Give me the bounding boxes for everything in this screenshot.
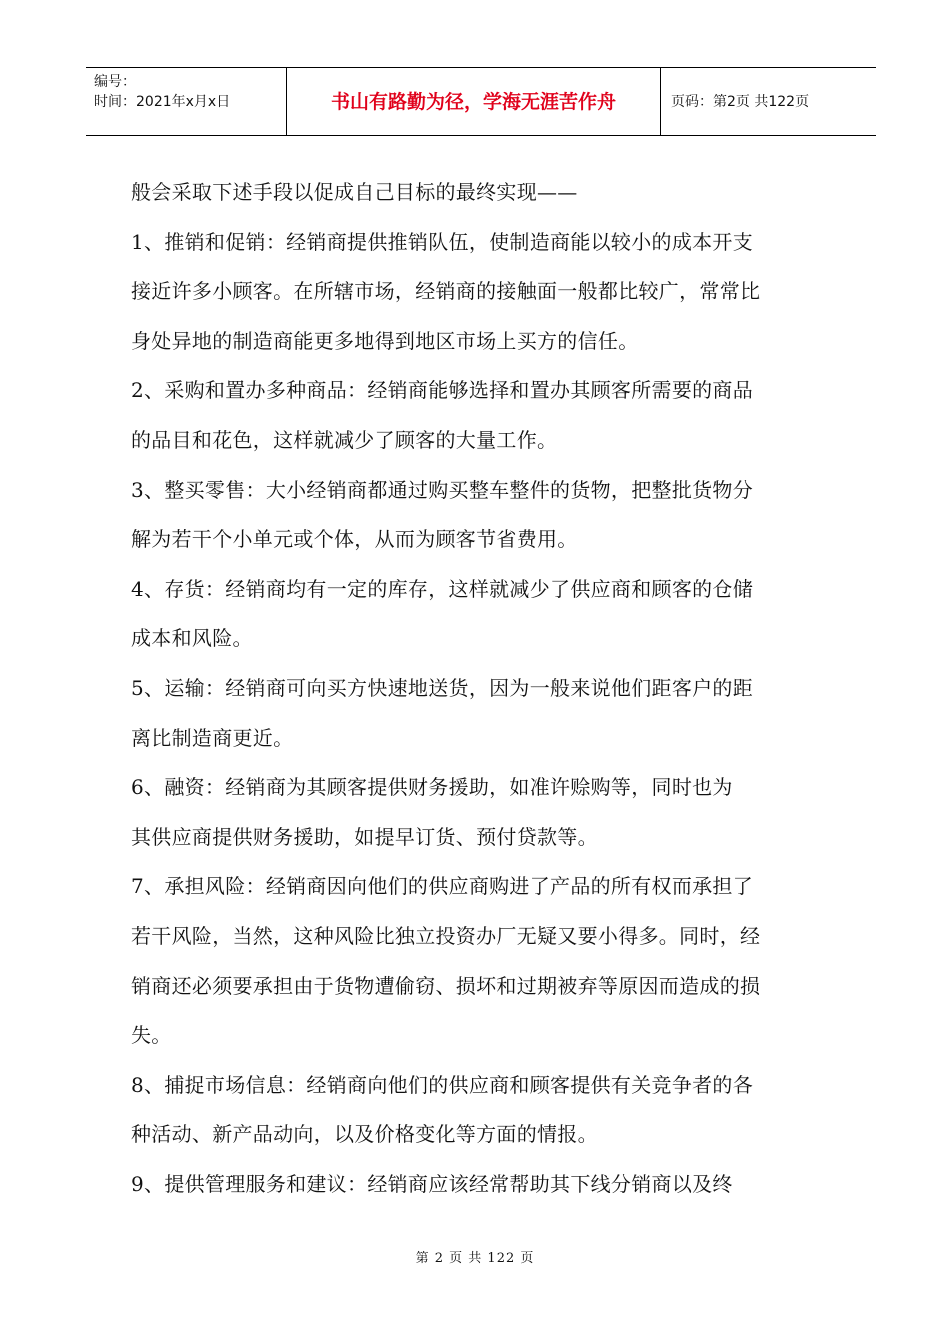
header-meta [86, 68, 287, 135]
body-line: 2、采购和置办多种商品：经销商能够选择和置办其顾客所需要的商品 [131, 378, 754, 403]
body-line: 成本和风险。 [131, 626, 253, 651]
body-line: 的品目和花色，这样就减少了顾客的大量工作。 [131, 427, 558, 452]
body-line: 接近许多小顾客。在所辖市场，经销商的接触面一般都比较广，常常比 [131, 279, 761, 304]
body-line: 7、承担风险：经销商因向他们的供应商购进了产品的所有权而承担了 [131, 874, 754, 899]
body-line: 身处异地的制造商能更多地得到地区市场上买方的信任。 [131, 328, 639, 353]
body-line: 般会采取下述手段以促成自己目标的最终实现—— [131, 180, 578, 204]
body-line: 若干风险，当然，这种风险比独立投资办厂无疑又要小得多。同时，经 [131, 923, 761, 948]
body-line: 9、提供管理服务和建议：经销商应该经常帮助其下线分销商以及终 [131, 1171, 733, 1196]
body-line: 5、运输：经销商可向买方快速地送货，因为一般来说他们距客户的距 [131, 675, 754, 700]
body-line: 3、整买零售：大小经销商都通过购买整车整件的货物，把整批货物分 [131, 477, 754, 502]
body-line: 离比制造商更近。 [131, 725, 294, 750]
body-line: 4、存货：经销商均有一定的库存，这样就减少了供应商和顾客的仓储 [131, 576, 754, 601]
document-time-label: 时间：2021年x月x日 [94, 94, 231, 110]
body-line: 1、推销和促销：经销商提供推销队伍，使制造商能以较小的成本开支 [131, 229, 754, 254]
document-number-label: 编号： [94, 74, 136, 90]
header-motto: 书山有路勤为径，学海无涯苦作舟 [287, 68, 661, 135]
body-line: 8、捕捉市场信息：经销商向他们的供应商和顾客提供有关竞争者的各 [131, 1072, 754, 1097]
page-header [86, 67, 876, 136]
body-line: 种活动、新产品动向，以及价格变化等方面的情报。 [131, 1122, 598, 1147]
body-line: 失。 [131, 1023, 172, 1048]
document-body [131, 168, 835, 1209]
body-line: 其供应商提供财务援助，如提早订货、预付贷款等。 [131, 824, 598, 849]
page-footer: 第 2 页 共 122 页 [415, 1251, 535, 1266]
body-line: 销商还必须要承担由于货物遭偷窃、损坏和过期被弃等原因而造成的损 [131, 973, 761, 998]
header-page-number: 页码：第2页 共122页 [671, 94, 810, 110]
body-line: 解为若干个小单元或个体，从而为顾客节省费用。 [131, 527, 578, 552]
body-line: 6、融资：经销商为其顾客提供财务援助，如准许赊购等，同时也为 [131, 775, 733, 800]
